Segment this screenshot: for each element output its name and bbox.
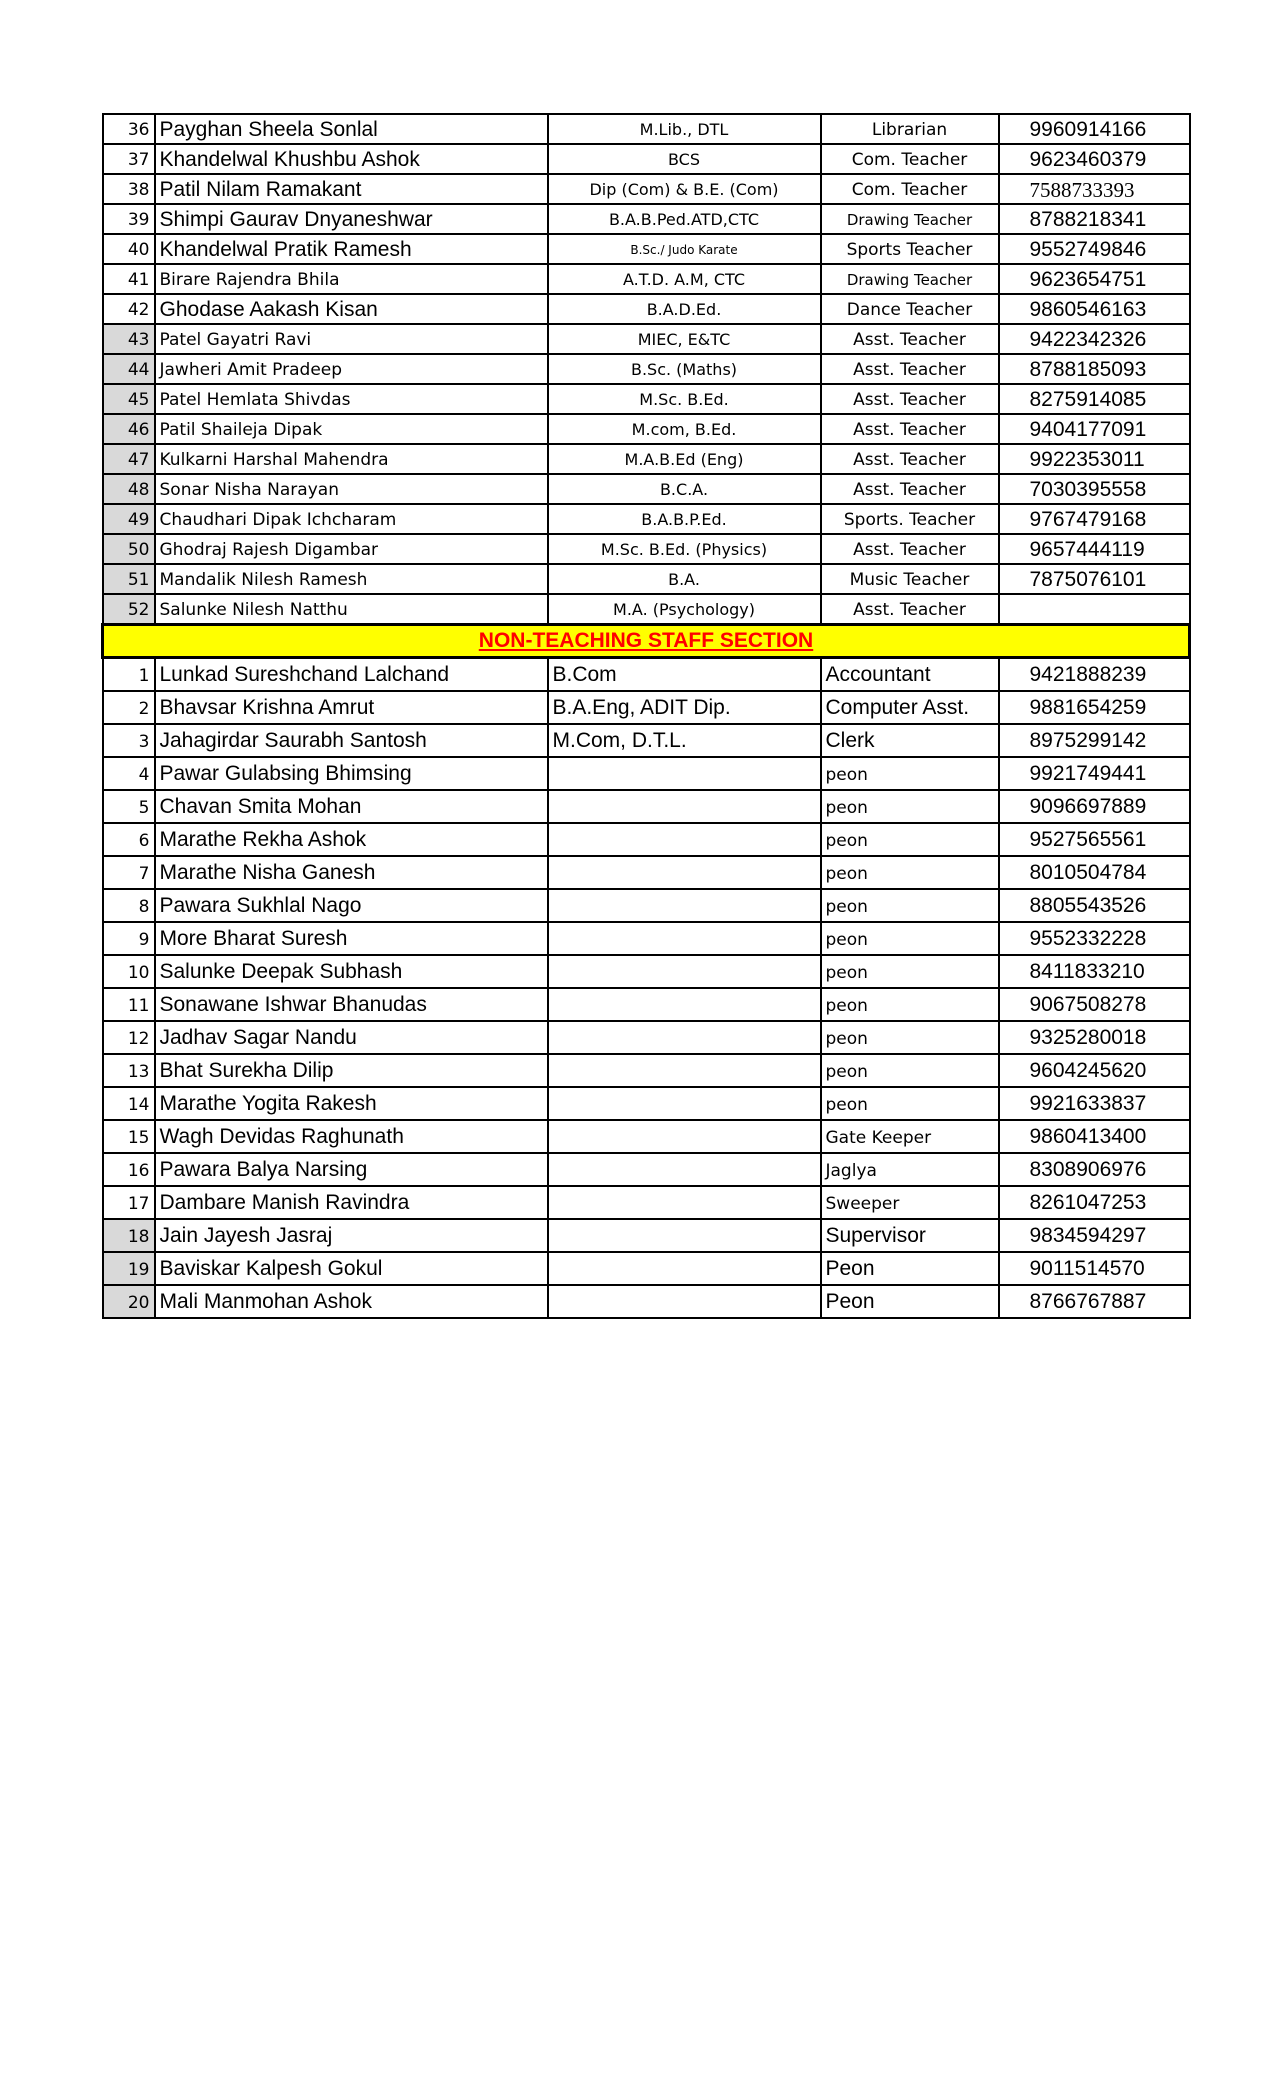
staff-serial-number: 1 — [103, 658, 155, 692]
staff-phone: 9960914166 — [999, 114, 1190, 144]
teaching-staff-row — [103, 384, 1190, 414]
staff-serial-number: 5 — [103, 790, 155, 823]
staff-post: Dance Teacher — [821, 294, 999, 324]
teaching-staff-row — [103, 444, 1190, 474]
staff-serial-number: 4 — [103, 757, 155, 790]
staff-serial-number: 9 — [103, 922, 155, 955]
staff-name: Khandelwal Khushbu Ashok — [155, 144, 548, 174]
staff-qualification: B.A.B.P.Ed. — [548, 504, 821, 534]
staff-post: Asst. Teacher — [821, 384, 999, 414]
staff-qualification: Dip (Com) & B.E. (Com) — [548, 174, 821, 204]
staff-serial-number: 48 — [103, 474, 155, 504]
staff-name: Jain Jayesh Jasraj — [155, 1219, 548, 1252]
non-teaching-staff-row — [103, 724, 1190, 757]
staff-qualification — [548, 988, 821, 1021]
staff-name: Bhat Surekha Dilip — [155, 1054, 548, 1087]
staff-serial-number: 50 — [103, 534, 155, 564]
staff-name: Payghan Sheela Sonlal — [155, 114, 548, 144]
staff-serial-number: 7 — [103, 856, 155, 889]
teaching-staff-row — [103, 324, 1190, 354]
staff-qualification — [548, 1285, 821, 1318]
staff-qualification: A.T.D. A.M, CTC — [548, 264, 821, 294]
teaching-staff-row — [103, 144, 1190, 174]
staff-serial-number: 8 — [103, 889, 155, 922]
staff-name: Wagh Devidas Raghunath — [155, 1120, 548, 1153]
staff-serial-number: 37 — [103, 144, 155, 174]
staff-post: Sports. Teacher — [821, 504, 999, 534]
staff-post: Gate Keeper — [821, 1120, 999, 1153]
staff-phone: 9860546163 — [999, 294, 1190, 324]
staff-qualification: B.A. — [548, 564, 821, 594]
non-teaching-staff-row — [103, 1021, 1190, 1054]
staff-qualification: BCS — [548, 144, 821, 174]
teaching-staff-row — [103, 564, 1190, 594]
staff-name: Khandelwal Pratik Ramesh — [155, 234, 548, 264]
teaching-staff-rows — [103, 114, 1190, 625]
staff-serial-number: 51 — [103, 564, 155, 594]
staff-qualification: M.A. (Psychology) — [548, 594, 821, 625]
section-header-row — [103, 625, 1190, 658]
staff-sheet — [101, 113, 1188, 1319]
staff-name: Marathe Rekha Ashok — [155, 823, 548, 856]
staff-serial-number: 40 — [103, 234, 155, 264]
staff-qualification: B.Com — [548, 658, 821, 692]
staff-name: Jawheri Amit Pradeep — [155, 354, 548, 384]
staff-name: Pawar Gulabsing Bhimsing — [155, 757, 548, 790]
staff-name: Marathe Nisha Ganesh — [155, 856, 548, 889]
staff-serial-number: 41 — [103, 264, 155, 294]
staff-post: Asst. Teacher — [821, 594, 999, 625]
staff-post: Com. Teacher — [821, 174, 999, 204]
staff-qualification — [548, 1087, 821, 1120]
staff-phone: 8788218341 — [999, 204, 1190, 234]
teaching-staff-row — [103, 114, 1190, 144]
staff-post: Com. Teacher — [821, 144, 999, 174]
staff-qualification — [548, 1252, 821, 1285]
staff-qualification: B.Sc./ Judo Karate — [548, 234, 821, 264]
staff-post: Drawing Teacher — [821, 264, 999, 294]
staff-name: Sonar Nisha Narayan — [155, 474, 548, 504]
teaching-staff-row — [103, 534, 1190, 564]
staff-qualification — [548, 790, 821, 823]
staff-post: peon — [821, 1054, 999, 1087]
teaching-staff-row — [103, 294, 1190, 324]
staff-phone: 8308906976 — [999, 1153, 1190, 1186]
staff-serial-number: 17 — [103, 1186, 155, 1219]
staff-post: peon — [821, 889, 999, 922]
staff-post: peon — [821, 955, 999, 988]
staff-name: Ghodase Aakash Kisan — [155, 294, 548, 324]
non-teaching-staff-row — [103, 922, 1190, 955]
staff-post: Sweeper — [821, 1186, 999, 1219]
staff-serial-number: 19 — [103, 1252, 155, 1285]
staff-serial-number: 2 — [103, 691, 155, 724]
staff-serial-number: 39 — [103, 204, 155, 234]
staff-post: Asst. Teacher — [821, 444, 999, 474]
section-title: NON-TEACHING STAFF SECTION — [103, 625, 1190, 658]
staff-name: Baviskar Kalpesh Gokul — [155, 1252, 548, 1285]
staff-post: peon — [821, 856, 999, 889]
staff-phone: 9922353011 — [999, 444, 1190, 474]
staff-qualification: M.Sc. B.Ed. — [548, 384, 821, 414]
staff-post: Clerk — [821, 724, 999, 757]
staff-qualification: M.Lib., DTL — [548, 114, 821, 144]
staff-qualification — [548, 1186, 821, 1219]
staff-post: Peon — [821, 1252, 999, 1285]
non-teaching-staff-row — [103, 1285, 1190, 1318]
staff-qualification — [548, 823, 821, 856]
staff-phone: 8788185093 — [999, 354, 1190, 384]
staff-name: Chaudhari Dipak Ichcharam — [155, 504, 548, 534]
non-teaching-staff-row — [103, 955, 1190, 988]
staff-name: Chavan Smita Mohan — [155, 790, 548, 823]
staff-serial-number: 38 — [103, 174, 155, 204]
staff-name: Sonawane Ishwar Bhanudas — [155, 988, 548, 1021]
staff-qualification — [548, 757, 821, 790]
staff-serial-number: 42 — [103, 294, 155, 324]
non-teaching-staff-row — [103, 1087, 1190, 1120]
teaching-staff-row — [103, 504, 1190, 534]
non-teaching-staff-row — [103, 757, 1190, 790]
staff-post: Jaglya — [821, 1153, 999, 1186]
staff-post: Librarian — [821, 114, 999, 144]
staff-name: Jahagirdar Saurabh Santosh — [155, 724, 548, 757]
staff-phone: 9623460379 — [999, 144, 1190, 174]
non-teaching-staff-rows — [103, 658, 1190, 1319]
staff-qualification — [548, 889, 821, 922]
staff-serial-number: 16 — [103, 1153, 155, 1186]
staff-phone: 9767479168 — [999, 504, 1190, 534]
staff-name: Patil Nilam Ramakant — [155, 174, 548, 204]
staff-qualification: B.A.Eng, ADIT Dip. — [548, 691, 821, 724]
staff-post: Computer Asst. — [821, 691, 999, 724]
staff-qualification — [548, 1120, 821, 1153]
non-teaching-staff-row — [103, 790, 1190, 823]
staff-post: peon — [821, 922, 999, 955]
teaching-staff-row — [103, 414, 1190, 444]
staff-qualification — [548, 1021, 821, 1054]
staff-serial-number: 43 — [103, 324, 155, 354]
staff-phone: 9834594297 — [999, 1219, 1190, 1252]
non-teaching-staff-row — [103, 823, 1190, 856]
staff-post: Music Teacher — [821, 564, 999, 594]
staff-phone: 9552332228 — [999, 922, 1190, 955]
staff-post: Supervisor — [821, 1219, 999, 1252]
staff-phone: 8411833210 — [999, 955, 1190, 988]
staff-name: Kulkarni Harshal Mahendra — [155, 444, 548, 474]
staff-post: peon — [821, 1087, 999, 1120]
non-teaching-staff-row — [103, 1120, 1190, 1153]
staff-phone: 9096697889 — [999, 790, 1190, 823]
teaching-staff-row — [103, 204, 1190, 234]
staff-name: Mali Manmohan Ashok — [155, 1285, 548, 1318]
non-teaching-staff-row — [103, 856, 1190, 889]
staff-name: Patel Gayatri Ravi — [155, 324, 548, 354]
staff-serial-number: 47 — [103, 444, 155, 474]
staff-phone — [999, 594, 1190, 625]
non-teaching-staff-row — [103, 1186, 1190, 1219]
staff-qualification — [548, 922, 821, 955]
staff-serial-number: 44 — [103, 354, 155, 384]
staff-qualification: M.Com, D.T.L. — [548, 724, 821, 757]
staff-serial-number: 45 — [103, 384, 155, 414]
staff-qualification: B.A.B.Ped.ATD,CTC — [548, 204, 821, 234]
staff-name: Dambare Manish Ravindra — [155, 1186, 548, 1219]
staff-post: Drawing Teacher — [821, 204, 999, 234]
staff-phone: 9067508278 — [999, 988, 1190, 1021]
teaching-staff-row — [103, 264, 1190, 294]
staff-phone: 9404177091 — [999, 414, 1190, 444]
staff-phone: 9623654751 — [999, 264, 1190, 294]
staff-phone: 9527565561 — [999, 823, 1190, 856]
non-teaching-staff-row — [103, 658, 1190, 692]
staff-phone: 9657444119 — [999, 534, 1190, 564]
staff-phone: 7030395558 — [999, 474, 1190, 504]
staff-phone: 8010504784 — [999, 856, 1190, 889]
staff-phone: 8975299142 — [999, 724, 1190, 757]
staff-name: Pawara Balya Narsing — [155, 1153, 548, 1186]
staff-post: Asst. Teacher — [821, 414, 999, 444]
non-teaching-staff-row — [103, 1252, 1190, 1285]
non-teaching-staff-row — [103, 988, 1190, 1021]
staff-qualification — [548, 1054, 821, 1087]
staff-post: peon — [821, 823, 999, 856]
teaching-staff-row — [103, 474, 1190, 504]
staff-serial-number: 11 — [103, 988, 155, 1021]
staff-phone: 9011514570 — [999, 1252, 1190, 1285]
staff-serial-number: 6 — [103, 823, 155, 856]
staff-post: peon — [821, 790, 999, 823]
teaching-staff-row — [103, 354, 1190, 384]
staff-serial-number: 18 — [103, 1219, 155, 1252]
staff-qualification: B.Sc. (Maths) — [548, 354, 821, 384]
staff-serial-number: 15 — [103, 1120, 155, 1153]
staff-phone: 9921749441 — [999, 757, 1190, 790]
non-teaching-staff-row — [103, 1054, 1190, 1087]
staff-qualification: M.A.B.Ed (Eng) — [548, 444, 821, 474]
staff-qualification: B.A.D.Ed. — [548, 294, 821, 324]
staff-name: Mandalik Nilesh Ramesh — [155, 564, 548, 594]
staff-name: More Bharat Suresh — [155, 922, 548, 955]
staff-serial-number: 20 — [103, 1285, 155, 1318]
non-teaching-staff-row — [103, 1219, 1190, 1252]
staff-phone: 9552749846 — [999, 234, 1190, 264]
staff-phone: 8805543526 — [999, 889, 1190, 922]
staff-name: Bhavsar Krishna Amrut — [155, 691, 548, 724]
staff-phone: 9422342326 — [999, 324, 1190, 354]
staff-phone: 9881654259 — [999, 691, 1190, 724]
staff-post: Asst. Teacher — [821, 534, 999, 564]
staff-name: Salunke Deepak Subhash — [155, 955, 548, 988]
staff-qualification: M.com, B.Ed. — [548, 414, 821, 444]
staff-name: Ghodraj Rajesh Digambar — [155, 534, 548, 564]
staff-serial-number: 13 — [103, 1054, 155, 1087]
staff-name: Salunke Nilesh Natthu — [155, 594, 548, 625]
staff-name: Birare Rajendra Bhila — [155, 264, 548, 294]
staff-serial-number: 46 — [103, 414, 155, 444]
staff-post: Peon — [821, 1285, 999, 1318]
non-teaching-staff-row — [103, 889, 1190, 922]
staff-qualification — [548, 955, 821, 988]
staff-name: Shimpi Gaurav Dnyaneshwar — [155, 204, 548, 234]
teaching-staff-row — [103, 234, 1190, 264]
staff-table — [101, 113, 1191, 1319]
staff-post: Asst. Teacher — [821, 474, 999, 504]
staff-post: Asst. Teacher — [821, 324, 999, 354]
staff-name: Patel Hemlata Shivdas — [155, 384, 548, 414]
non-teaching-staff-row — [103, 1153, 1190, 1186]
staff-qualification — [548, 1153, 821, 1186]
staff-name: Pawara Sukhlal Nago — [155, 889, 548, 922]
staff-phone: 8275914085 — [999, 384, 1190, 414]
staff-post: peon — [821, 1021, 999, 1054]
section-header-group — [103, 625, 1190, 658]
non-teaching-staff-row — [103, 691, 1190, 724]
staff-phone: 9604245620 — [999, 1054, 1190, 1087]
staff-serial-number: 49 — [103, 504, 155, 534]
staff-name: Marathe Yogita Rakesh — [155, 1087, 548, 1120]
staff-phone: 8261047253 — [999, 1186, 1190, 1219]
staff-phone: 8766767887 — [999, 1285, 1190, 1318]
staff-phone: 9860413400 — [999, 1120, 1190, 1153]
staff-phone: 7588733393 — [999, 174, 1190, 204]
staff-serial-number: 36 — [103, 114, 155, 144]
staff-serial-number: 12 — [103, 1021, 155, 1054]
staff-name: Patil Shaileja Dipak — [155, 414, 548, 444]
staff-qualification: M.Sc. B.Ed. (Physics) — [548, 534, 821, 564]
staff-name: Lunkad Sureshchand Lalchand — [155, 658, 548, 692]
staff-post: Asst. Teacher — [821, 354, 999, 384]
staff-post: peon — [821, 757, 999, 790]
staff-post: peon — [821, 988, 999, 1021]
staff-qualification — [548, 856, 821, 889]
staff-qualification: MIEC, E&TC — [548, 324, 821, 354]
staff-serial-number: 14 — [103, 1087, 155, 1120]
teaching-staff-row — [103, 594, 1190, 625]
staff-phone: 9325280018 — [999, 1021, 1190, 1054]
staff-serial-number: 10 — [103, 955, 155, 988]
staff-phone: 7875076101 — [999, 564, 1190, 594]
staff-post: Sports Teacher — [821, 234, 999, 264]
staff-qualification: B.C.A. — [548, 474, 821, 504]
staff-serial-number: 3 — [103, 724, 155, 757]
staff-phone: 9921633837 — [999, 1087, 1190, 1120]
staff-qualification — [548, 1219, 821, 1252]
staff-phone: 9421888239 — [999, 658, 1190, 692]
staff-name: Jadhav Sagar Nandu — [155, 1021, 548, 1054]
teaching-staff-row — [103, 174, 1190, 204]
staff-serial-number: 52 — [103, 594, 155, 625]
staff-post: Accountant — [821, 658, 999, 692]
